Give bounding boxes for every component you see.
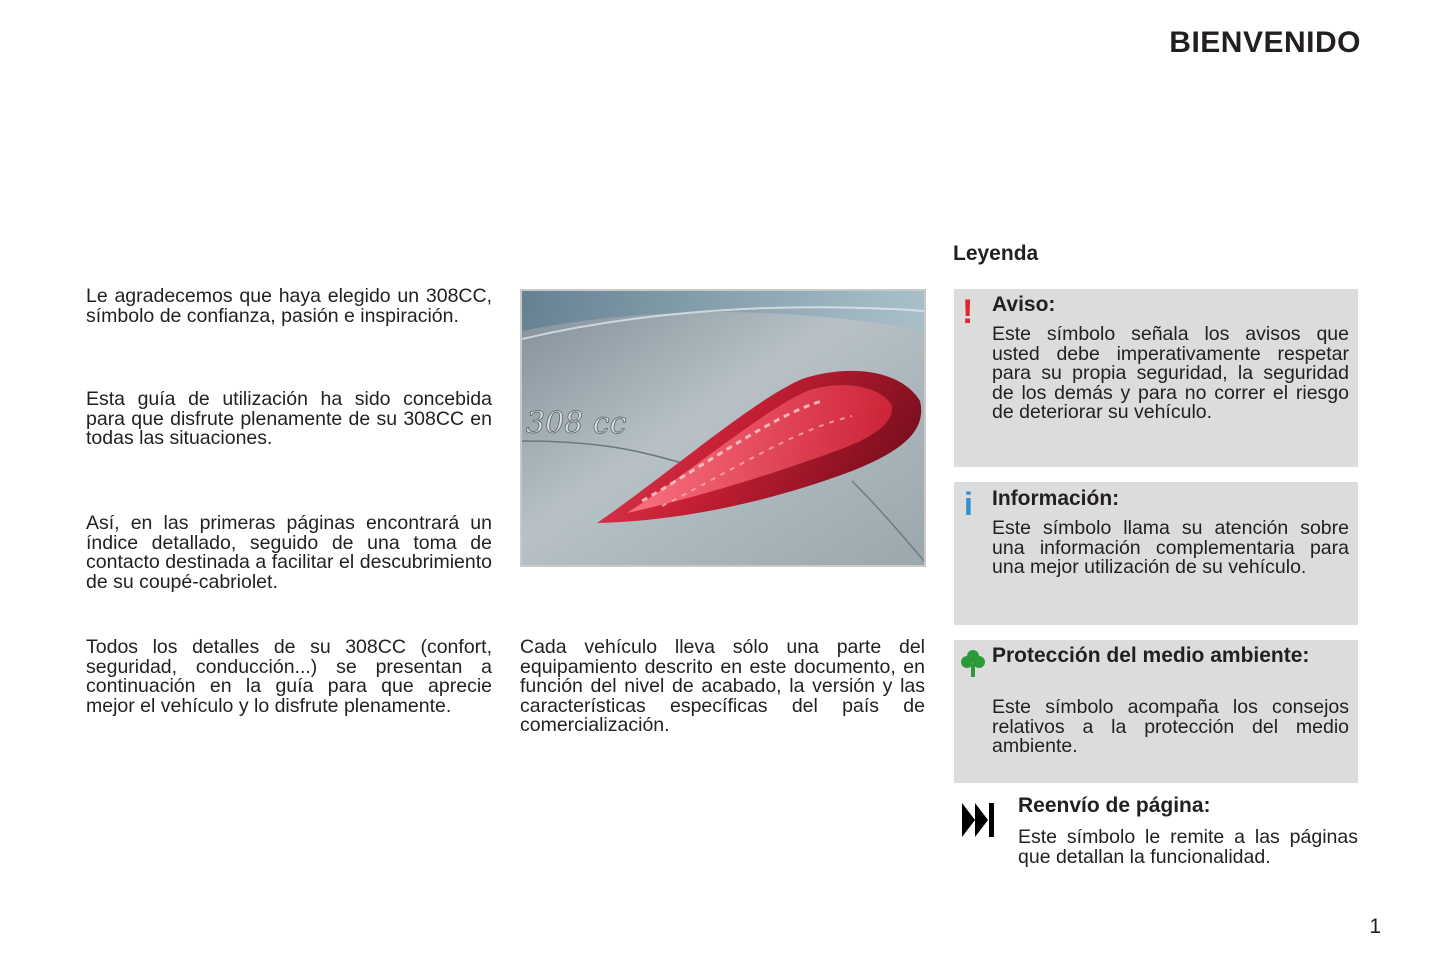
warning-icon: ! [962,293,974,331]
legend-heading: Protección del medio ambiente: [992,644,1310,667]
legend-item-environment [954,640,1358,783]
legend-item-page-reference [954,795,1358,875]
legend-text: Este símbolo le remite a las páginas que detallan la funcionalidad. [1018,826,1358,868]
legend-text: Este símbolo acompaña los consejos relativos a la protección del medio ambiente. [992,696,1349,757]
equipment-note: Cada vehículo lleva sólo una parte del equipamiento descrito en este documento, en función del nivel de acabado, la versión y las características específicas del país de comercialización. [520,636,925,736]
legend-heading: Información: [992,487,1120,510]
page-title: BIENVENIDO [1169,26,1361,59]
page-number: 1 [1369,915,1381,938]
fast-forward-icon [962,801,996,844]
info-icon: i [964,486,973,522]
legend-heading: Aviso: [992,293,1056,316]
legend-text: Este símbolo señala los avisos que usted debe imperativamente respetar para su propia seguridad, la seguridad de los demás y para no correr el riesgo de deteriorar su vehículo. [992,323,1349,423]
tail-light-photo [520,289,926,567]
model-badge: 308 cc [526,406,627,441]
intro-paragraph: Así, en las primeras páginas encontrará un índice detallado, seguido de una toma de contacto destinada a facilitar el descubrimiento de su coupé-cabriolet. [86,512,492,593]
intro-paragraph: Le agradecemos que haya elegido un 308CC, símbolo de confianza, pasión e inspiración. [86,285,492,327]
intro-paragraph: Todos los detalles de su 308CC (confort, seguridad, conducción...) se presentan a continuación en la guía para que aprecie mejor el vehículo y lo disfrute plenamente. [86,636,492,717]
tree-icon [960,648,986,683]
legend-item-warning [954,289,1358,467]
legend-title: Leyenda [953,242,1039,265]
legend-text: Este símbolo llama su atención sobre una información complementaria para una mejor utilización de su vehículo. [992,517,1349,578]
legend-heading: Reenvío de página: [1018,794,1211,817]
intro-paragraph: Esta guía de utilización ha sido concebida para que disfrute plenamente de su 308CC en todas las situaciones. [86,388,492,449]
legend-item-information [954,482,1358,625]
